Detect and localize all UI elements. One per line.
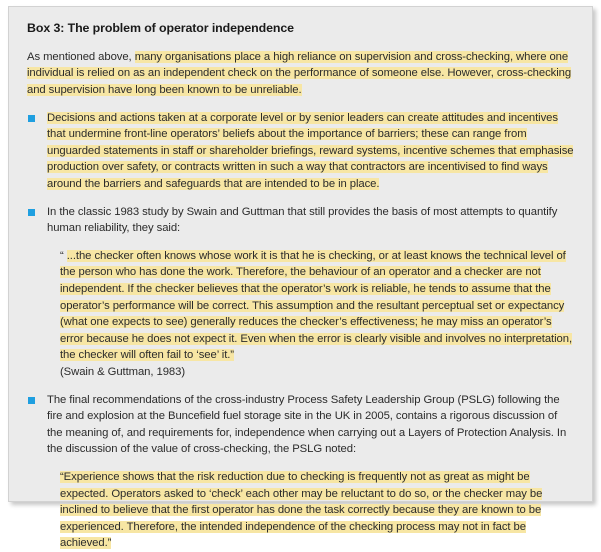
quote-block-pslg xyxy=(60,469,574,552)
intro-paragraph xyxy=(27,49,574,99)
quote-block-swain-guttman xyxy=(60,248,574,381)
intro-highlighted-text: many organisations place a high reliance on supervision and cross-checking, where one individual is relied on as an independent check on the performance of someone else. However, cross-checking and supervision have long been known to be unreliable. xyxy=(27,50,572,97)
bullet-text-2: In the classic 1983 study by Swain and Guttman that still provides the basis of most attempts to quantify human reliability, they said: xyxy=(47,205,558,235)
list-item xyxy=(27,204,574,237)
quote-1-highlighted-text: ...the checker often knows whose work it is that he is checking, or at least knows the technical level of the person who has done the work. Therefore, the behaviour of an operator and a checker are not independent. If the checker believes that the operator’s work is reliable, he tends to assume that the operator’s performance will be correct. This assumption and the resultant perceptual set or expectancy (what one expects to see) generally reduces the checker’s effectiveness; he may miss an operator’s error because he does not expect it. Even when the error is clearly visible and involves no interpretation, the checker will often fail to ‘see’ it.” xyxy=(60,249,573,362)
box-title: Box 3: The problem of operator independence xyxy=(27,21,294,35)
square-bullet-icon xyxy=(28,397,35,404)
quote-1-citation: (Swain & Guttman, 1983) xyxy=(60,365,185,378)
square-bullet-icon xyxy=(28,115,35,122)
quote-open-mark: “ xyxy=(60,249,67,262)
square-bullet-icon xyxy=(28,209,35,216)
list-item xyxy=(27,392,574,458)
bullet-text-1 xyxy=(47,110,574,193)
bullet-text-3: The final recommendations of the cross-industry Process Safety Leadership Group (PSLG) following the fire and explosion at the Buncefield fuel storage site in the UK in 2005, contains a rigorous discussion of the meaning of, and requirements for, independence when carrying out a Layers of Protection Analysis. In the discussion of the value of cross-checking, the PSLG noted: xyxy=(47,393,567,456)
bullet-1-highlighted-text: Decisions and actions taken at a corporate level or by senior leaders can create attitudes and incentives that undermine front-line operators’ beliefs about the importance of barriers; these can range from unguarded statements in staff or shareholder briefings, reward systems, incentive schemes that emphasise production over safety, or contracts written in such a way that contractors are incentivised to find ways around the barriers and safeguards that are intended to be in place. xyxy=(47,111,574,191)
intro-plain-lead: As mentioned above, xyxy=(27,50,135,63)
info-box-container xyxy=(8,6,593,550)
quote-2-highlighted-text: “Experience shows that the risk reduction due to checking is frequently not as great as might be expected. Operators asked to ‘check’ each other may be reluctant to do so, or the checker may be inclined to believe that the first operator has done the task correctly because they are known to be experienced. Therefore, the intended independence of the checking process may not in fact be achieved.” xyxy=(60,470,543,550)
list-item xyxy=(27,110,574,193)
